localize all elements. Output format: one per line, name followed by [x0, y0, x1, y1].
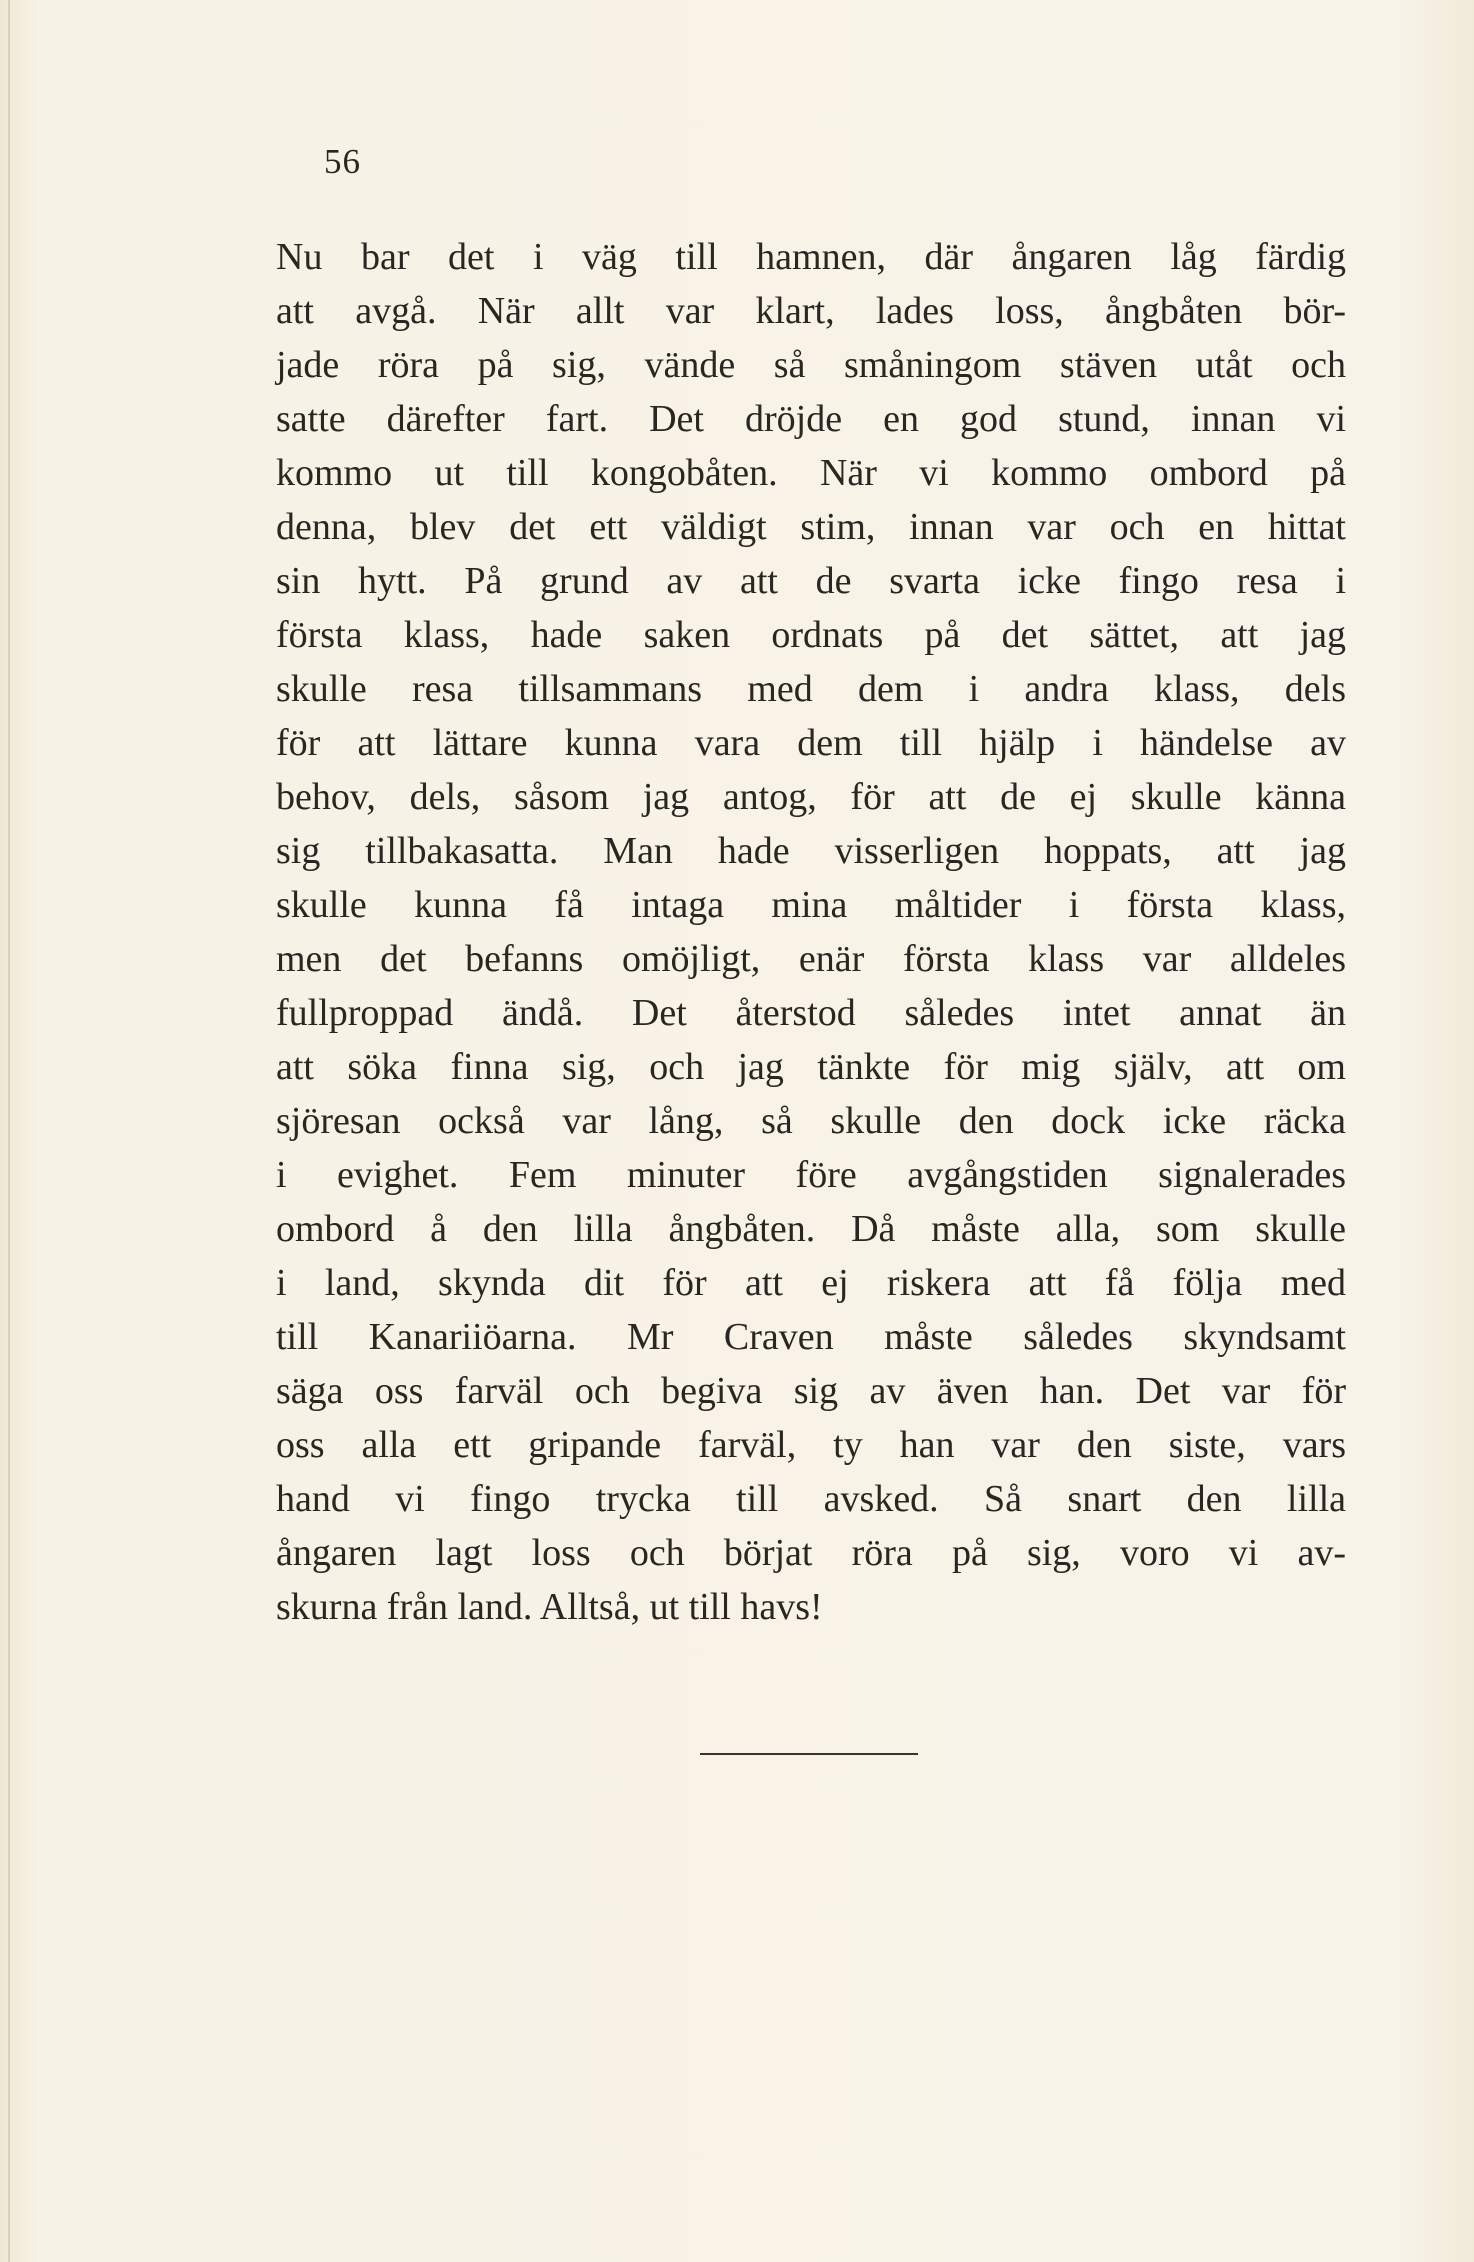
text-line: sin hytt. På grund av att de svarta icke fingo resa i: [276, 560, 1346, 602]
text-line: denna, blev det ett väldigt stim, innan var och en hittat: [276, 506, 1346, 548]
section-end-rule: [700, 1753, 918, 1755]
text-line: skulle resa tillsammans med dem i andra klass, dels: [276, 668, 1346, 710]
text-line: att avgå. När allt var klart, lades loss, ångbåten bör-: [276, 290, 1346, 332]
text-line: Nu bar det i väg till hamnen, där ångaren låg färdig: [276, 236, 1346, 278]
text-line: behov, dels, såsom jag antog, för att de ej skulle känna: [276, 776, 1346, 818]
text-line: hand vi fingo trycka till avsked. Så snart den lilla: [276, 1478, 1346, 1520]
text-line: sig tillbakasatta. Man hade visserligen hoppats, att jag: [276, 830, 1346, 872]
text-line: men det befanns omöjligt, enär första klass var alldeles: [276, 938, 1346, 980]
body-text: [276, 230, 1346, 1634]
text-line: till Kanariiöarna. Mr Craven måste således skyndsamt: [276, 1316, 1346, 1358]
text-line: kommo ut till kongobåten. När vi kommo ombord på: [276, 452, 1346, 494]
text-line: jade röra på sig, vände så småningom stäven utåt och: [276, 344, 1346, 386]
text-line: i evighet. Fem minuter före avgångstiden signalerades: [276, 1154, 1346, 1196]
text-line: för att lättare kunna vara dem till hjälp i händelse av: [276, 722, 1346, 764]
text-line: i land, skynda dit för att ej riskera att få följa med: [276, 1262, 1346, 1304]
text-line: satte därefter fart. Det dröjde en god stund, innan vi: [276, 398, 1346, 440]
page-number: 56: [324, 142, 361, 181]
text-line: skulle kunna få intaga mina måltider i första klass,: [276, 884, 1346, 926]
text-line: ombord å den lilla ångbåten. Då måste alla, som skulle: [276, 1208, 1346, 1250]
page-edge: [8, 0, 10, 2262]
text-line: fullproppad ändå. Det återstod således intet annat än: [276, 992, 1346, 1034]
text-line: sjöresan också var lång, så skulle den dock icke räcka: [276, 1100, 1346, 1142]
text-line: skurna från land. Alltså, ut till havs!: [276, 1586, 823, 1628]
text-line: oss alla ett gripande farväl, ty han var den siste, vars: [276, 1424, 1346, 1466]
text-line: första klass, hade saken ordnats på det sättet, att jag: [276, 614, 1346, 656]
text-line: att söka finna sig, och jag tänkte för mig själv, att om: [276, 1046, 1346, 1088]
text-line: säga oss farväl och begiva sig av även han. Det var för: [276, 1370, 1346, 1412]
text-line: ångaren lagt loss och börjat röra på sig, voro vi av-: [276, 1532, 1346, 1574]
